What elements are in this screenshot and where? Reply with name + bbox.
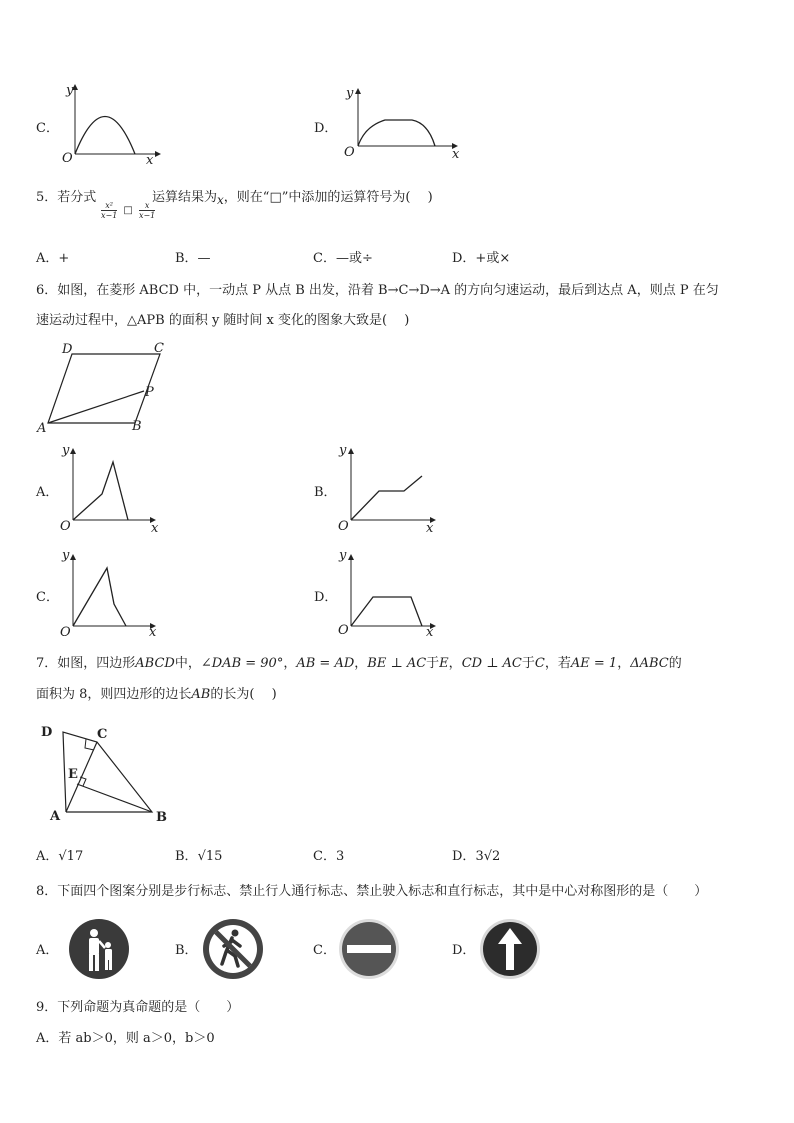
q4-c-origin: O xyxy=(62,151,73,166)
q9-option-a[interactable]: A．若 ab＞0，则 a＞0，b＞0 xyxy=(36,1031,215,1046)
q6-d-axis-x: x xyxy=(426,625,434,640)
q4-graph-c xyxy=(60,84,160,166)
q4-graph-d xyxy=(340,88,460,158)
q4-option-c-label[interactable]: C． xyxy=(36,121,59,136)
q5-option-a[interactable]: A．+ xyxy=(36,251,70,266)
q7-option-b[interactable]: B．√15 xyxy=(175,849,223,864)
q4-option-d-label[interactable]: D． xyxy=(314,121,338,136)
q8-option-b-label[interactable]: B． xyxy=(175,943,198,958)
q6-label-b: B xyxy=(132,419,142,434)
q5-stem-rest: 运算结果为x，则在“□”中添加的运算符号为( ) xyxy=(152,190,433,207)
q4-c-axis-y: y xyxy=(66,83,74,98)
q5-stem xyxy=(36,189,96,207)
q6-c-axis-x: x xyxy=(149,625,157,640)
q6-option-c-label[interactable]: C． xyxy=(36,590,59,605)
pedestrian-sign-icon xyxy=(68,918,130,980)
q6-graph-a xyxy=(58,446,158,526)
q7-label-e: E xyxy=(68,767,78,782)
q6-graph-b xyxy=(336,446,440,526)
q7-option-a[interactable]: A．√17 xyxy=(36,849,84,864)
q6-stem-line2: 速运动过程中，△APB 的面积 y 随时间 x 变化的图象大致是( ) xyxy=(36,313,410,328)
q6-d-axis-y: y xyxy=(339,548,347,563)
q6-option-b-label[interactable]: B． xyxy=(314,485,337,500)
q6-c-origin: O xyxy=(60,625,71,640)
q7-label-a: A xyxy=(50,809,61,824)
q5-stem-a: 5．若分式 xyxy=(36,190,97,205)
q6-a-axis-y: y xyxy=(62,443,70,458)
straight-ahead-sign-icon xyxy=(479,918,541,980)
q4-d-axis-y: y xyxy=(346,86,354,101)
q7-stem-line1: 7．如图，四边形ABCD中，∠DAB = 90°，AB = AD，BE ⊥ AC于E，CD ⊥ AC于C，若AE = 1，ΔABC的 xyxy=(36,656,682,671)
q6-c-axis-y: y xyxy=(62,548,70,563)
q7-label-b: B xyxy=(156,810,167,825)
q5-fraction-2: $\frac{x}{x-1}$ xyxy=(138,201,156,220)
q7-option-d[interactable]: D．3√2 xyxy=(452,849,501,864)
q4-c-axis-x: x xyxy=(146,153,154,168)
q6-option-a-label[interactable]: A． xyxy=(36,485,59,500)
q7-label-c: C xyxy=(97,727,108,742)
q6-stem-line1: 6．如图，在菱形 ABCD 中，一动点 P 从点 B 出发，沿着 B→C→D→A 的方向匀速运动，最后到达点 A，则点 P 在匀 xyxy=(36,283,719,298)
no-entry-sign-icon xyxy=(338,918,400,980)
q6-label-d: D xyxy=(62,342,73,357)
q8-option-c-label[interactable]: C． xyxy=(313,943,336,958)
q6-b-origin: O xyxy=(338,519,349,534)
q6-label-a: A xyxy=(37,421,47,436)
q9-stem: 9．下列命题为真命题的是（ ） xyxy=(36,1000,240,1015)
q5-expression xyxy=(100,200,156,226)
q6-label-p: P xyxy=(145,385,154,400)
q4-d-axis-x: x xyxy=(452,147,460,162)
q5-option-d[interactable]: D．+或× xyxy=(452,251,511,266)
q8-option-d-label[interactable]: D． xyxy=(452,943,476,958)
q5-option-b[interactable]: B．— xyxy=(175,251,211,266)
q7-stem-line2: 面积为 8，则四边形的边长AB的长为( ) xyxy=(36,687,277,702)
q4-d-origin: O xyxy=(344,145,355,160)
no-pedestrian-sign-icon xyxy=(202,918,264,980)
q5-fraction-1: $\frac{\text{x²}}{x-1}$ xyxy=(101,201,118,220)
q5-option-c[interactable]: C．—或÷ xyxy=(313,251,373,266)
q6-a-axis-x: x xyxy=(151,521,159,536)
q7-label-d: D xyxy=(41,725,53,740)
q6-graph-c xyxy=(58,554,158,634)
q5-box: □ xyxy=(123,205,133,216)
q6-label-c: C xyxy=(154,341,164,356)
q8-stem: 8．下面四个图案分别是步行标志、禁止行人通行标志、禁止驶入标志和直行标志，其中是中心对称图形的是（ ） xyxy=(36,884,708,899)
q6-b-axis-x: x xyxy=(426,521,434,536)
q6-graph-d xyxy=(336,554,440,634)
q7-option-c[interactable]: C．3 xyxy=(313,849,345,864)
q8-option-a-label[interactable]: A． xyxy=(36,943,59,958)
q6-a-origin: O xyxy=(60,519,71,534)
q6-d-origin: O xyxy=(338,623,349,638)
q6-option-d-label[interactable]: D． xyxy=(314,590,338,605)
q6-b-axis-y: y xyxy=(339,443,347,458)
